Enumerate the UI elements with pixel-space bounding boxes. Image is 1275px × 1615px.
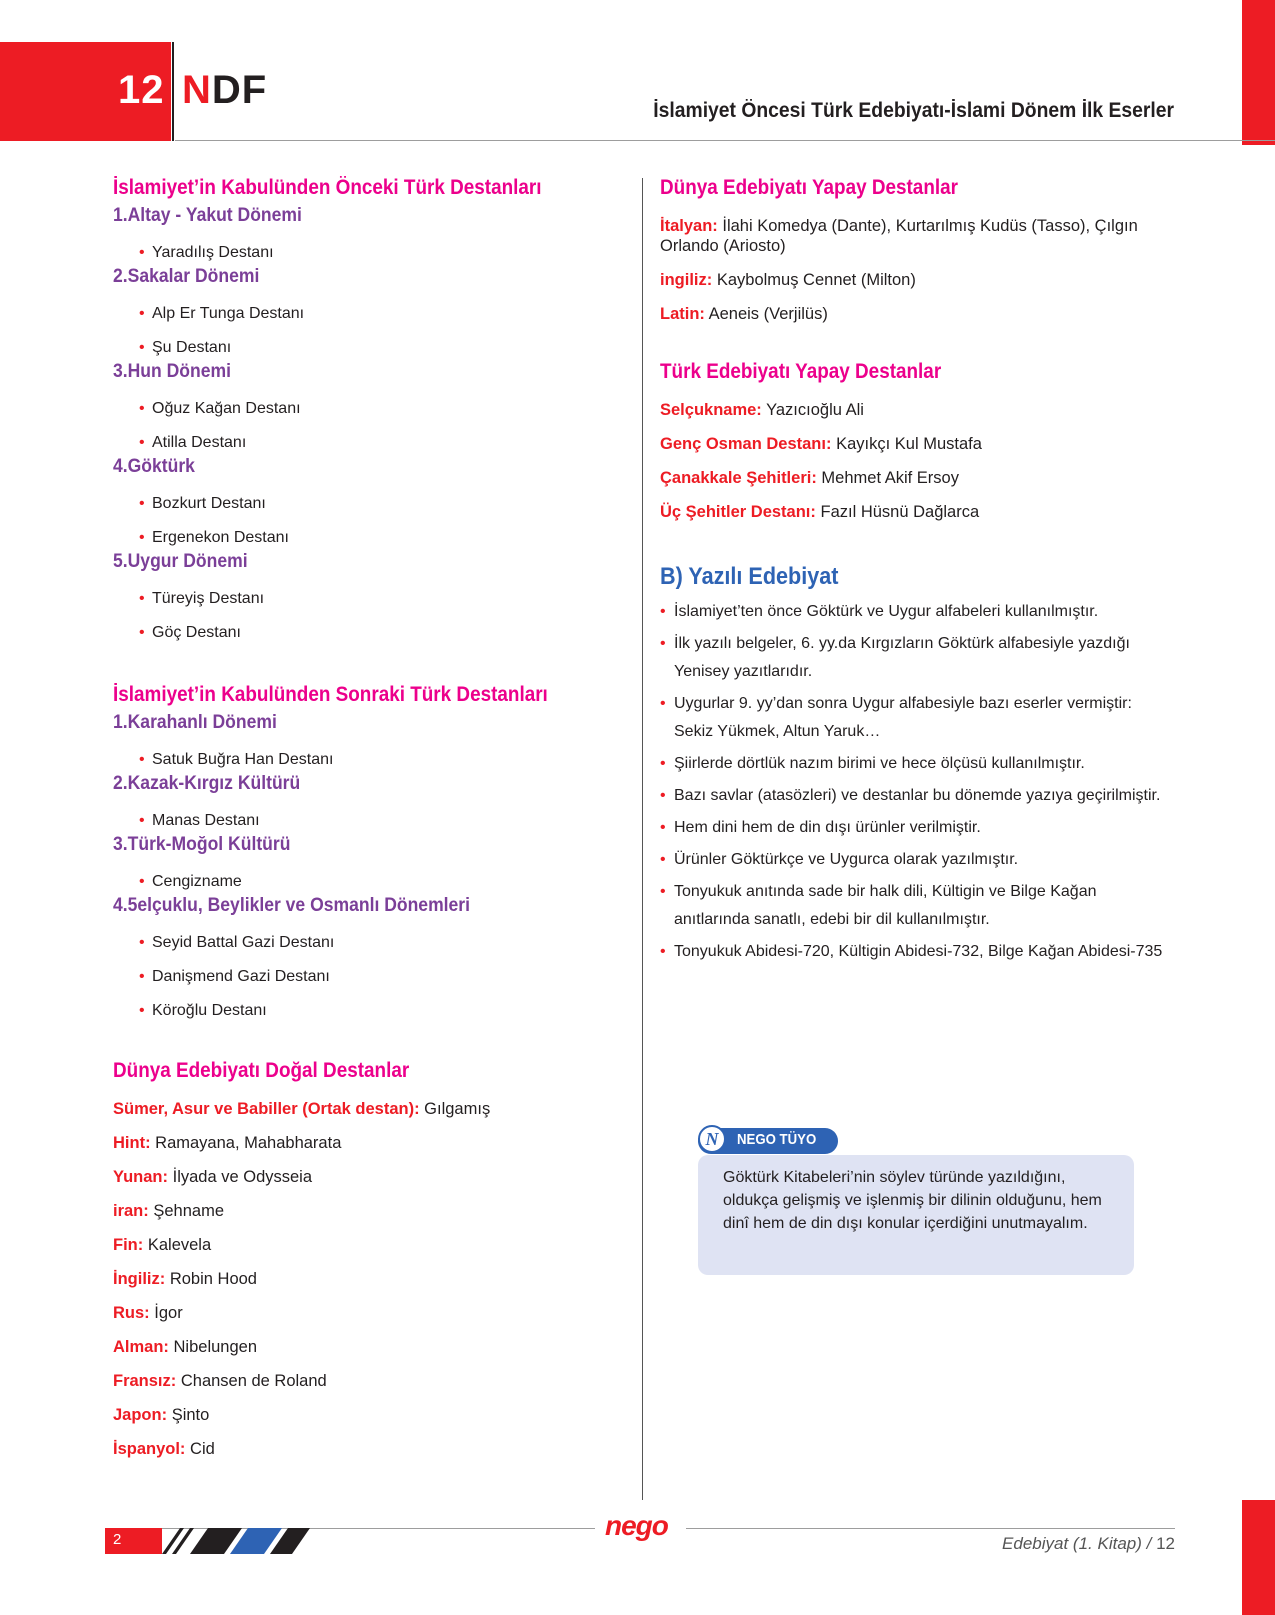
group-list — [113, 202, 623, 643]
group-heading: 5.Uygur Dönemi — [113, 550, 248, 572]
key-value-row — [113, 1133, 623, 1153]
note-box: Göktürk Kitabeleri’nin söylev türünde yazıldığını, oldukça gelişmiş ve işlenmiş bir dilinin olduğunu, hem dinî hem de din dışı konular içerdiğini unutmayalım. — [698, 1155, 1134, 1275]
row-key: Japon: — [113, 1406, 168, 1424]
row-key: İtalyan: — [660, 217, 718, 235]
key-value-row — [113, 1201, 623, 1221]
list-item: • Türeyiş Destanı — [113, 589, 623, 609]
section-before-islam — [113, 174, 623, 643]
footer-page-number: 12 — [1156, 1534, 1175, 1553]
corner-accent-bar-bottom — [1242, 1500, 1275, 1615]
row-value: Şinto — [171, 1406, 210, 1424]
row-key: İngiliz: — [113, 1270, 166, 1288]
key-value-list — [113, 1099, 623, 1459]
key-value-row — [660, 270, 1175, 290]
row-key: Yunan: — [113, 1168, 169, 1186]
footer-book-info — [1002, 1534, 1175, 1554]
nego-logo-icon: N — [698, 1125, 726, 1153]
footer-left-page-number: 2 — [113, 1531, 122, 1548]
section-title: Dünya Edebiyatı Doğal Destanlar — [113, 1059, 410, 1082]
list-item: • Danişmend Gazi Destanı — [113, 967, 623, 987]
footer-stripes-decoration — [150, 1528, 320, 1554]
list-item: • Alp Er Tunga Destanı — [113, 304, 623, 324]
row-value: İlyada ve Odysseia — [172, 1168, 313, 1186]
list-item: • Ergenekon Destanı — [113, 528, 623, 548]
footer-book-title: Edebiyat (1. Kitap) / — [1002, 1534, 1152, 1553]
bullet-item: • Tonyukuk anıtında sade bir halk dili, Kültigin ve Bilge Kağan anıtlarında sanatlı, edebi bir dil kullanılmıştır. — [660, 878, 1175, 934]
header-page-number: 12 — [118, 68, 165, 112]
header-divider — [172, 42, 174, 141]
list-item: • Manas Destanı — [113, 811, 623, 831]
section-title: İslamiyet’in Kabulünden Önceki Türk Destanları — [113, 176, 542, 199]
key-value-row — [660, 304, 1175, 324]
row-value: Ramayana, Mahabharata — [155, 1134, 342, 1152]
section-title: Dünya Edebiyatı Yapay Destanlar — [660, 176, 958, 199]
row-value: Fazıl Hüsnü Dağlarca — [820, 503, 980, 521]
list-item: • Şu Destanı — [113, 338, 623, 358]
header-title: İslamiyet Öncesi Türk Edebiyatı-İslami Dönem İlk Eserler — [653, 99, 1174, 122]
key-value-row — [660, 400, 1175, 420]
key-value-row — [113, 1337, 623, 1357]
row-value: Yazıcıoğlu Ali — [766, 401, 864, 419]
section-world-artificial-epics — [660, 174, 1175, 324]
row-key: Fin: — [113, 1236, 144, 1254]
row-value: Kalevela — [147, 1236, 212, 1254]
row-value: Aeneis (Verjilüs) — [708, 305, 828, 323]
group-heading: 1.Altay - Yakut Dönemi — [113, 204, 302, 226]
key-value-row — [660, 434, 1175, 454]
row-key: Hint: — [113, 1134, 151, 1152]
group-list — [113, 709, 623, 1021]
footer-rule-right — [686, 1528, 1175, 1529]
key-value-row — [660, 502, 1175, 522]
key-value-row — [660, 216, 1175, 256]
row-value: Şehname — [153, 1202, 224, 1220]
bullet-item: • Hem dini hem de din dışı ürünler verilmiştir. — [660, 814, 1175, 842]
list-item: • Bozkurt Destanı — [113, 494, 623, 514]
group-heading: 4.5elçuklu, Beylikler ve Osmanlı Dönemleri — [113, 894, 471, 916]
row-value: Nibelungen — [173, 1338, 257, 1356]
row-key: Sümer, Asur ve Babiller (Ortak destan): — [113, 1100, 420, 1118]
key-value-row — [113, 1303, 623, 1323]
bullet-item: • Uygurlar 9. yy’dan sonra Uygur alfabesiyle bazı eserler vermiştir: Sekiz Yükmek, Altun Yaruk… — [660, 690, 1175, 746]
bullet-list — [660, 598, 1175, 966]
key-value-row — [113, 1439, 623, 1459]
row-key: Selçukname: — [660, 401, 762, 419]
row-key: Çanakkale Şehitleri: — [660, 469, 817, 487]
section-title: İslamiyet’in Kabulünden Sonraki Türk Destanları — [113, 683, 548, 706]
section-written-literature — [660, 560, 1175, 966]
note-label: NEGO TÜYO — [737, 1131, 817, 1148]
row-key: Alman: — [113, 1338, 169, 1356]
key-value-list — [660, 400, 1175, 522]
key-value-row — [113, 1269, 623, 1289]
section-turkish-artificial-epics — [660, 358, 1175, 522]
list-item: • Göç Destanı — [113, 623, 623, 643]
section-title: Türk Edebiyatı Yapay Destanlar — [660, 360, 942, 383]
row-value: İlahi Komedya (Dante), Kurtarılmış Kudüs (Tasso), Çılgın Orlando (Ariosto) — [660, 217, 1138, 255]
group-heading: 2.Sakalar Dönemi — [113, 265, 260, 287]
list-item: • Yaradılış Destanı — [113, 243, 623, 263]
list-item: • Satuk Buğra Han Destanı — [113, 750, 623, 770]
bullet-item: • Tonyukuk Abidesi-720, Kültigin Abidesi-732, Bilge Kağan Abidesi-735 — [660, 938, 1175, 966]
group-heading: 2.Kazak-Kırgız Kültürü — [113, 772, 301, 794]
list-item: • Cengizname — [113, 872, 623, 892]
key-value-list — [660, 216, 1175, 324]
row-value: Gılgamış — [424, 1100, 491, 1118]
row-key: Rus: — [113, 1304, 150, 1322]
list-item: • Atilla Destanı — [113, 433, 623, 453]
row-key: Fransız: — [113, 1372, 177, 1390]
row-value: İgor — [154, 1304, 183, 1322]
column-divider — [642, 178, 643, 1500]
group-heading: 3.Hun Dönemi — [113, 360, 231, 382]
row-key: İspanyol: — [113, 1440, 186, 1458]
right-column — [660, 174, 1175, 966]
header-brand — [182, 68, 267, 113]
key-value-row — [113, 1099, 623, 1119]
nego-logo: nego — [605, 1510, 668, 1541]
bullet-item: • Ürünler Göktürkçe ve Uygurca olarak yazılmıştır. — [660, 846, 1175, 874]
row-value: Mehmet Akif Ersoy — [821, 469, 959, 487]
left-column — [113, 174, 623, 1459]
row-value: Kayıkçı Kul Mustafa — [836, 435, 982, 453]
row-value: Cid — [190, 1440, 215, 1458]
row-value: Kaybolmuş Cennet (Milton) — [716, 271, 916, 289]
key-value-row — [113, 1371, 623, 1391]
row-value: Robin Hood — [169, 1270, 257, 1288]
row-key: ingiliz: — [660, 271, 713, 289]
list-item: • Seyid Battal Gazi Destanı — [113, 933, 623, 953]
key-value-row — [660, 468, 1175, 488]
row-key: Latin: — [660, 305, 705, 323]
group-heading: 4.Göktürk — [113, 455, 195, 477]
section-after-islam — [113, 681, 623, 1021]
bullet-item: • Şiirlerde dörtlük nazım birimi ve hece ölçüsü kullanılmıştır. — [660, 750, 1175, 778]
group-heading: 3.Türk-Moğol Kültürü — [113, 833, 291, 855]
list-item: • Oğuz Kağan Destanı — [113, 399, 623, 419]
section-natural-epics — [113, 1057, 623, 1459]
list-item: • Köroğlu Destanı — [113, 1001, 623, 1021]
brand-initial: N — [182, 68, 212, 112]
key-value-row — [113, 1167, 623, 1187]
header-rule — [175, 140, 1275, 141]
brand-rest: DF — [211, 68, 268, 112]
row-key: Üç Şehitler Destanı: — [660, 503, 816, 521]
bullet-item: • İlk yazılı belgeler, 6. yy.da Kırgızların Göktürk alfabesiyle yazdığı Yenisey yazıtlarıdır. — [660, 630, 1175, 686]
row-value: Chansen de Roland — [180, 1372, 327, 1390]
bullet-item: • İslamiyet’ten önce Göktürk ve Uygur alfabeleri kullanılmıştır. — [660, 598, 1175, 626]
key-value-row — [113, 1405, 623, 1425]
row-key: Genç Osman Destanı: — [660, 435, 832, 453]
section-title: B) Yazılı Edebiyat — [660, 563, 839, 590]
corner-accent-bar — [1242, 0, 1275, 145]
group-heading: 1.Karahanlı Dönemi — [113, 711, 277, 733]
bullet-item: • Bazı savlar (atasözleri) ve destanlar bu dönemde yazıya geçirilmiştir. — [660, 782, 1175, 810]
row-key: iran: — [113, 1202, 149, 1220]
key-value-row — [113, 1235, 623, 1255]
